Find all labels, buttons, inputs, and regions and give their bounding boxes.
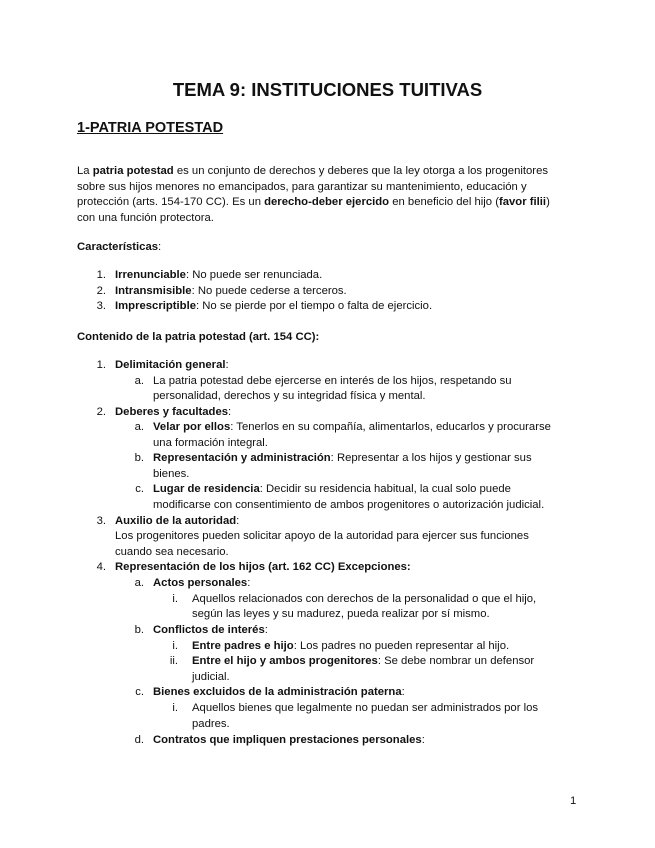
list-item-text: Contratos que impliquen prestaciones personales: [153, 734, 425, 746]
list-number: 1. [96, 269, 106, 281]
list-item-text: Velar por ellos: Tenerlos en su compañía, alimentarlos, educarlos y procurarse [153, 421, 551, 433]
list-letter: c. [135, 686, 144, 698]
list-number: 3. [96, 515, 106, 527]
list-item-text: bienes. [153, 468, 190, 480]
list-item-text: La patria potestad debe ejercerse en interés de los hijos, respetando su [153, 375, 512, 387]
list-item: Intransmisible: No puede cederse a terceros. [115, 285, 347, 297]
list-letter: b. [134, 452, 144, 464]
list-letter: d. [134, 734, 144, 746]
caracteristicas-heading: Características: [77, 241, 162, 253]
list-item-text: judicial. [192, 671, 230, 683]
list-item: Delimitación general: [115, 359, 229, 371]
list-item-text: modificarse con consentimiento de ambos progenitores o autorización judicial. [153, 499, 545, 511]
list-item: Auxilio de la autoridad: [115, 515, 240, 527]
list-item-text: Representación y administración: Representar a los hijos y gestionar sus [153, 452, 532, 464]
list-number: 2. [96, 406, 106, 418]
section-heading: 1-PATRIA POTESTAD [77, 120, 224, 136]
list-item-text: una formación integral. [153, 437, 268, 449]
list-item: Irrenunciable: No puede ser renunciada. [115, 269, 323, 281]
list-letter: a. [134, 375, 144, 387]
list-item-text: Lugar de residencia: Decidir su residencia habitual, la cual solo puede [153, 483, 511, 495]
list-number: 2. [96, 285, 106, 297]
list-item-text: Bienes excluidos de la administración paterna: [153, 686, 405, 698]
list-item-text: Los progenitores pueden solicitar apoyo de la autoridad para ejercer sus funciones [115, 530, 529, 542]
list-letter: a. [134, 421, 144, 433]
list-item-text: Entre padres e hijo: Los padres no pueden representar al hijo. [192, 640, 510, 652]
intro-line-3: protección (arts. 154-170 CC). Es un derecho-deber ejercido en beneficio del hijo (favor filii) [77, 196, 550, 208]
list-letter: c. [135, 483, 144, 495]
list-letter: a. [134, 577, 144, 589]
list-roman: i. [172, 640, 178, 652]
list-item-text: Conflictos de interés: [153, 624, 268, 636]
list-item-text: Entre el hijo y ambos progenitores: Se debe nombrar un defensor [192, 655, 535, 667]
list-item: Representación de los hijos (art. 162 CC) Excepciones: [115, 561, 411, 573]
list-number: 3. [96, 300, 106, 312]
list-item-text: según las leyes y su madurez, pueda realizar por sí mismo. [192, 608, 490, 620]
list-item-text: personalidad, derechos y su integridad física y mental. [153, 390, 426, 402]
list-item-text: Actos personales: [153, 577, 251, 589]
intro-line-1: La patria potestad es un conjunto de derechos y deberes que la ley otorga a los progenitores [77, 165, 549, 177]
intro-line-2: sobre sus hijos menores no emancipados, para garantizar su mantenimiento, educación y [77, 181, 527, 193]
page-title: TEMA 9: INSTITUCIONES TUITIVAS [172, 79, 483, 100]
contenido-heading: Contenido de la patria potestad (art. 154 CC): [77, 331, 320, 343]
list-item-text: cuando sea necesario. [115, 546, 229, 558]
list-letter: b. [134, 624, 144, 636]
list-number: 1. [96, 359, 106, 371]
list-roman: ii. [169, 655, 178, 667]
list-number: 4. [96, 561, 106, 573]
page-number: 1 [570, 795, 577, 807]
list-roman: i. [172, 593, 178, 605]
list-item-text: padres. [192, 718, 230, 730]
list-item: Imprescriptible: No se pierde por el tiempo o falta de ejercicio. [115, 300, 433, 312]
intro-line-4: con una función protectora. [77, 212, 214, 224]
list-item-text: Aquellos relacionados con derechos de la personalidad o que el hijo, [192, 593, 537, 605]
list-roman: i. [172, 702, 178, 714]
list-item-text: Aquellos bienes que legalmente no puedan ser administrados por los [192, 702, 539, 714]
list-item: Deberes y facultades: [115, 406, 232, 418]
